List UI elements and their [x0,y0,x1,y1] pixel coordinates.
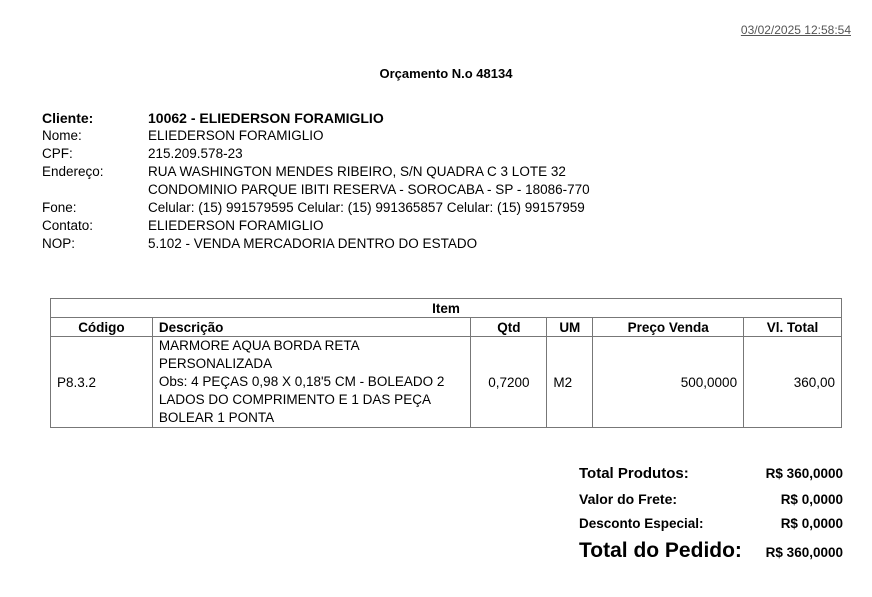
client-row [42,109,590,127]
desc-line: BOLEAR 1 PONTA [158,410,275,425]
cell-um: M2 [547,337,593,428]
header-preco-venda: Preço Venda [593,318,744,337]
name-value: ELIEDERSON FORAMIGLIO [148,128,324,143]
name-label: Nome: [42,128,82,143]
total-pedido-value: R$ 360,0000 [765,545,843,560]
phone-row [42,199,590,217]
contact-label: Contato: [42,218,94,233]
desc-line: PERSONALIZADA [158,356,273,371]
phone-label: Fone: [42,200,77,215]
address-row [42,163,590,181]
item-group-header: Item [51,299,842,318]
address-row-2 [42,181,590,199]
cell-descricao [152,337,471,428]
cell-codigo: P8.3.2 [51,337,153,428]
address-line-2: CONDOMINIO PARQUE IBITI RESERVA - SOROCABA - SP - 18086-770 [148,182,590,197]
print-timestamp[interactable]: 03/02/2025 12:58:54 [740,23,851,37]
header-qtd: Qtd [471,318,547,337]
contact-row [42,217,590,235]
desc-line: LADOS DO COMPRIMENTO E 1 DAS PEÇA [158,392,431,407]
cell-vl-total: 360,00 [744,337,842,428]
total-pedido-row [579,539,843,563]
total-pedido-label: Total do Pedido: [579,539,742,562]
totals-block [579,465,843,563]
contact-value: ELIEDERSON FORAMIGLIO [148,218,324,233]
cell-preco-venda: 500,0000 [593,337,744,428]
phone-value: Celular: (15) 991579595 Celular: (15) 991365857 Celular: (15) 99157959 [148,200,585,215]
cpf-row [42,145,590,163]
header-codigo: Código [51,318,153,337]
cpf-value: 215.209.578-23 [148,146,243,161]
address-line-1: RUA WASHINGTON MENDES RIBEIRO, S/N QUADRA C 3 LOTE 32 [148,164,566,179]
address-label: Endereço: [42,164,104,179]
nop-label: NOP: [42,236,76,251]
table-row [51,337,842,428]
client-value: 10062 - ELIEDERSON FORAMIGLIO [148,110,384,126]
cell-qtd: 0,7200 [471,337,547,428]
total-produtos-value: R$ 360,0000 [765,466,843,481]
address-label-spacer [42,181,148,199]
header-descricao: Descrição [152,318,471,337]
frete-row [579,491,843,516]
items-table [50,298,842,428]
total-produtos-label: Total Produtos: [579,465,689,482]
name-row [42,127,590,145]
nop-value: 5.102 - VENDA MERCADORIA DENTRO DO ESTADO [148,236,478,251]
client-label: Cliente: [42,110,94,126]
desconto-row [579,516,843,539]
frete-label: Valor do Frete: [579,491,678,507]
desconto-label: Desconto Especial: [579,516,704,531]
header-vl-total: Vl. Total [744,318,842,337]
nop-row [42,235,590,253]
desc-line: Obs: 4 PEÇAS 0,98 X 0,18'5 CM - BOLEADO 2 [158,374,445,389]
cpf-label: CPF: [42,146,73,161]
desconto-value: R$ 0,0000 [780,516,843,531]
total-produtos-row [579,465,843,491]
header-um: UM [547,318,593,337]
frete-value: R$ 0,0000 [780,492,843,507]
client-info [42,109,590,253]
desc-line: MARMORE AQUA BORDA RETA [158,338,360,353]
document-title: Orçamento N.o 48134 [379,66,513,81]
